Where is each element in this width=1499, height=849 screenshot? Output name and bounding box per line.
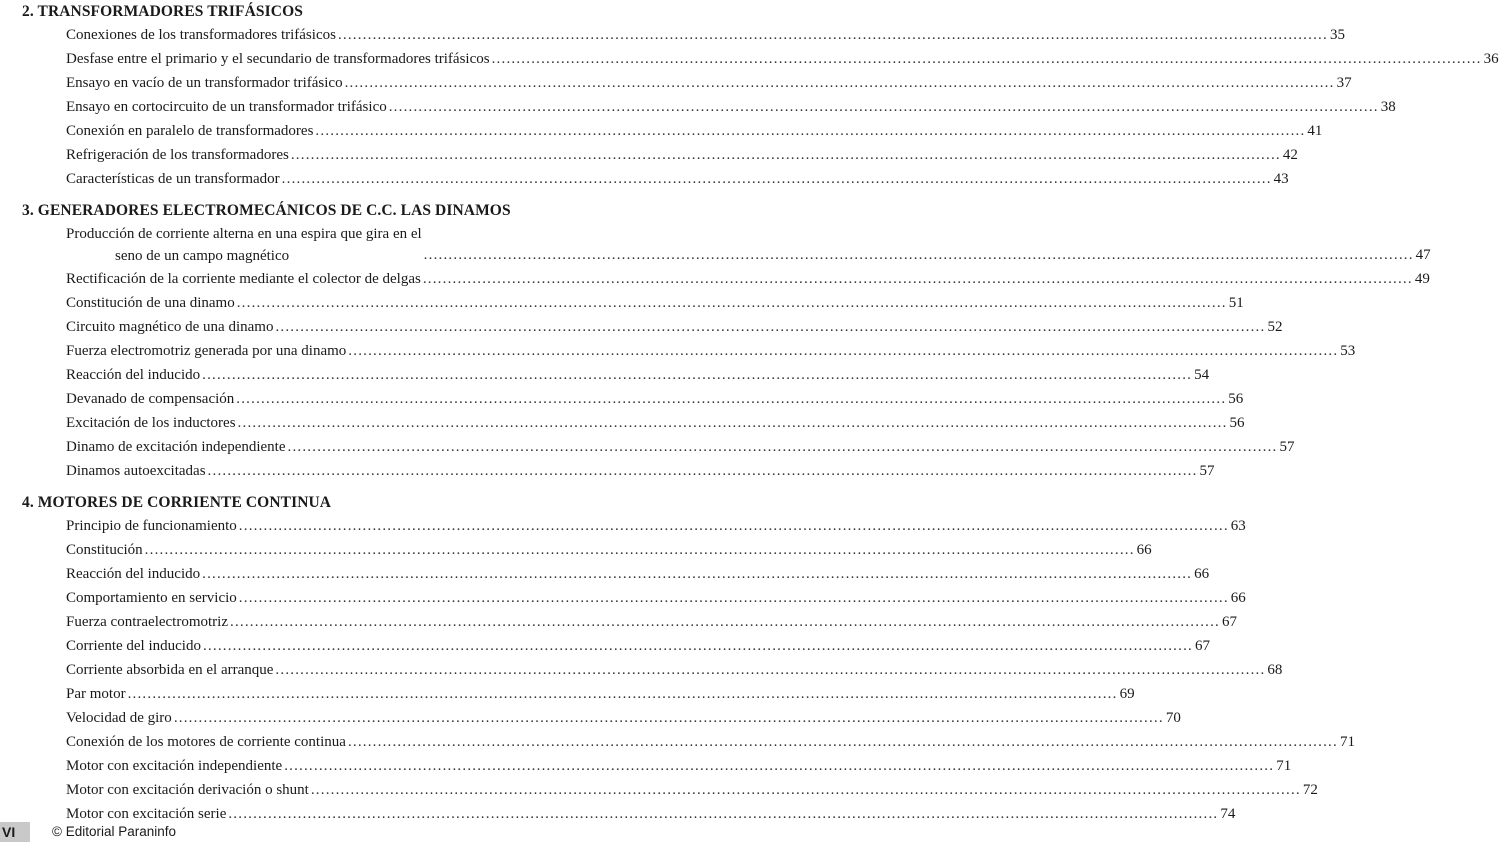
entry-title [66, 411, 236, 435]
entry-title-line: Conexiones de los transformadores trifásicos [66, 27, 336, 43]
entry-title [66, 706, 172, 730]
entry-title-line: Constitución [66, 542, 143, 558]
dot-leader: ........................................................................................................................................................................................................ [207, 463, 1198, 479]
entry-title [66, 435, 286, 459]
dot-leader: ........................................................................................................................................................................................................ [236, 391, 1227, 407]
dot-leader: ........................................................................................................................................................................................................ [238, 590, 1229, 606]
toc-entry[interactable] [66, 143, 1298, 167]
dot-leader: ........................................................................................................................................................................................................ [202, 566, 1193, 582]
toc-entry[interactable] [66, 267, 1430, 291]
entry-page-number: 72 [1302, 782, 1318, 798]
entry-title [66, 387, 234, 411]
entry-title [66, 586, 237, 610]
section-title: 2. TRANSFORMADORES TRIFÁSICOS [22, 3, 303, 20]
entry-title-line: Motor con excitación independiente [66, 758, 283, 774]
dot-leader: ........................................................................................................................................................................................................ [287, 439, 1278, 455]
entry-page-number: 70 [1165, 710, 1181, 726]
entry-title [66, 682, 126, 706]
entry-page-number: 66 [1136, 542, 1152, 558]
entry-page-number: 56 [1229, 415, 1245, 431]
entry-page-number: 69 [1119, 686, 1135, 702]
publisher-credit: © Editorial Paraninfo [52, 824, 177, 839]
entry-title [66, 315, 273, 339]
entry-page-number: 74 [1220, 806, 1236, 822]
entry-page-number: 68 [1267, 662, 1283, 678]
entry-title-line: Corriente del inducido [66, 638, 201, 654]
entry-title-line: Comportamiento en servicio [66, 590, 237, 606]
entry-page-number: 41 [1307, 123, 1323, 139]
toc-section [0, 200, 1431, 483]
toc-entry[interactable] [66, 71, 1352, 95]
entry-title [66, 95, 387, 119]
entry-page-number: 47 [1415, 247, 1431, 263]
toc-entry[interactable] [66, 562, 1210, 586]
toc-entry[interactable] [66, 387, 1244, 411]
toc-entry[interactable] [66, 95, 1396, 119]
dot-leader: ........................................................................................................................................................................................................ [284, 758, 1275, 774]
entry-page-number: 63 [1230, 518, 1246, 534]
table-of-contents [0, 1, 1499, 835]
entry-title [66, 167, 280, 191]
entry-title [66, 730, 346, 754]
entry-title [66, 634, 201, 658]
entry-title-line: Circuito magnético de una dinamo [66, 319, 274, 335]
toc-entry[interactable] [66, 47, 1499, 71]
toc-entry[interactable] [66, 222, 1431, 267]
toc-entry[interactable] [66, 682, 1135, 706]
entry-title-line: Principio de funcionamiento [66, 518, 237, 534]
entry-title [66, 47, 490, 71]
dot-leader: ........................................................................................................................................................................................................ [388, 99, 1379, 115]
toc-entry[interactable] [66, 291, 1244, 315]
toc-entry[interactable] [66, 634, 1210, 658]
dot-leader: ........................................................................................................................................................................................................ [337, 27, 1328, 43]
entry-title-line: Desfase entre el primario y el secundario de transformadores trifásicos [66, 51, 490, 67]
entry-title-line: Constitución de una dinamo [66, 295, 235, 311]
entry-title-line: Motor con excitación serie [66, 806, 227, 822]
entry-title-line: Refrigeración de los transformadores [66, 147, 289, 163]
entry-page-number: 38 [1380, 99, 1396, 115]
entry-title-line: seno de un campo magnético [115, 248, 290, 264]
dot-leader: ........................................................................................................................................................................................................ [275, 662, 1266, 678]
dot-leader: ........................................................................................................................................................................................................ [290, 147, 1281, 163]
entry-title [66, 71, 343, 95]
entry-title [66, 339, 346, 363]
dot-leader: ........................................................................................................................................................................................................ [238, 518, 1229, 534]
entry-title-line: Excitación de los inductores [66, 415, 236, 431]
toc-entry[interactable] [66, 119, 1323, 143]
dot-leader: ........................................................................................................................................................................................................ [144, 542, 1135, 558]
dot-leader: ........................................................................................................................................................................................................ [237, 415, 1228, 431]
entry-title-line: Fuerza electromotriz generada por una dinamo [66, 343, 347, 359]
toc-entry[interactable] [66, 315, 1283, 339]
dot-leader: ........................................................................................................................................................................................................ [315, 123, 1306, 139]
toc-entry[interactable] [66, 706, 1181, 730]
entry-page-number: 71 [1276, 758, 1292, 774]
entry-title [66, 119, 313, 143]
toc-section [0, 1, 1499, 191]
entry-title-line: Dinamos autoexcitadas [66, 463, 206, 479]
dot-leader: ........................................................................................................................................................................................................ [202, 367, 1193, 383]
entry-title-line: Ensayo en vacío de un transformador trifásico [66, 75, 343, 91]
entry-page-number: 67 [1222, 614, 1237, 630]
toc-entry[interactable] [66, 730, 1355, 754]
entry-page-number: 35 [1329, 27, 1345, 43]
dot-leader: ........................................................................................................................................................................................................ [310, 782, 1301, 798]
entry-page-number: 57 [1199, 463, 1215, 479]
section-title: 4. MOTORES DE CORRIENTE CONTINUA [22, 494, 332, 511]
entry-title [66, 291, 235, 315]
entry-page-number: 52 [1267, 319, 1283, 335]
toc-entry[interactable] [66, 778, 1318, 802]
entry-title-line: Dinamo de excitación independiente [66, 439, 286, 455]
entry-title [66, 143, 289, 167]
section-title: 3. GENERADORES ELECTROMECÁNICOS DE C.C. LAS DINAMOS [22, 202, 511, 219]
entry-page-number: 37 [1336, 75, 1352, 91]
entry-title [66, 538, 143, 562]
page-footer [0, 822, 600, 844]
dot-leader: ........................................................................................................................................................................................................ [347, 734, 1338, 750]
entry-title-line: Conexión en paralelo de transformadores [66, 123, 314, 139]
entry-title-line: Corriente absorbida en el arranque [66, 662, 274, 678]
entry-title [66, 610, 228, 634]
entry-title-line: Conexión de los motores de corriente continua [66, 734, 346, 750]
entry-title [66, 267, 421, 291]
toc-entry[interactable] [66, 23, 1345, 47]
entry-title [66, 754, 282, 778]
entry-title [66, 514, 237, 538]
entry-title-line: Fuerza contraelectromotriz [66, 614, 228, 630]
toc-entry[interactable] [66, 610, 1237, 634]
dot-leader: ........................................................................................................................................................................................................ [173, 710, 1164, 726]
toc-entry[interactable] [66, 754, 1292, 778]
entry-title-line: Ensayo en cortocircuito de un transformador trifásico [66, 99, 387, 115]
dot-leader: ........................................................................................................................................................................................................ [422, 271, 1413, 287]
toc-entry[interactable] [66, 586, 1246, 610]
toc-section [0, 492, 1355, 826]
entry-page-number: 51 [1228, 295, 1244, 311]
entry-title-line: Producción de corriente alterna en una espira que gira en el [66, 226, 422, 242]
page-number-folio: VI [0, 822, 30, 842]
entry-title-line: Reacción del inducido [66, 367, 201, 383]
entry-title-line: Devanado de compensación [66, 391, 235, 407]
entry-title [66, 658, 273, 682]
entry-page-number: 66 [1230, 590, 1246, 606]
entry-page-number: 67 [1194, 638, 1210, 654]
entry-title-line: Velocidad de giro [66, 710, 172, 726]
entry-page-number: 56 [1228, 391, 1244, 407]
entry-page-number: 57 [1279, 439, 1295, 455]
entry-title [66, 459, 206, 483]
dot-leader: ........................................................................................................................................................................................................ [228, 806, 1219, 822]
entry-title-line: Par motor [66, 686, 126, 702]
entry-page-number: 36 [1483, 51, 1499, 67]
entry-title-line: Características de un transformador [66, 171, 280, 187]
dot-leader: ........................................................................................................................................................................................................ [348, 343, 1339, 359]
entry-page-number: 42 [1282, 147, 1298, 163]
toc-entry[interactable] [66, 363, 1210, 387]
toc-entry[interactable] [66, 459, 1215, 483]
entry-page-number: 53 [1340, 343, 1356, 359]
dot-leader: ........................................................................................................................................................................................................ [423, 247, 1414, 263]
toc-entry[interactable] [66, 411, 1245, 435]
entry-title [66, 23, 336, 47]
entry-page-number: 49 [1414, 271, 1430, 287]
dot-leader: ........................................................................................................................................................................................................ [230, 614, 1220, 630]
toc-entry[interactable] [66, 514, 1246, 538]
entry-title [66, 778, 309, 802]
entry-title [66, 363, 200, 387]
entry-page-number: 66 [1194, 566, 1210, 582]
dot-leader: ........................................................................................................................................................................................................ [275, 319, 1266, 335]
entry-title-line: Rectificación de la corriente mediante el colector de delgas [66, 271, 421, 287]
dot-leader: ........................................................................................................................................................................................................ [344, 75, 1335, 91]
entry-title [66, 222, 422, 267]
entry-page-number: 43 [1273, 171, 1289, 187]
entry-title-line: Reacción del inducido [66, 566, 201, 582]
toc-entry[interactable] [66, 435, 1295, 459]
toc-entry[interactable] [66, 167, 1289, 191]
entry-title-line: Motor con excitación derivación o shunt [66, 782, 309, 798]
entry-page-number: 71 [1339, 734, 1355, 750]
dot-leader: ........................................................................................................................................................................................................ [236, 295, 1227, 311]
toc-entry[interactable] [66, 538, 1152, 562]
dot-leader: ........................................................................................................................................................................................................ [202, 638, 1193, 654]
toc-entry[interactable] [66, 658, 1283, 682]
toc-entry[interactable] [66, 339, 1356, 363]
dot-leader: ........................................................................................................................................................................................................ [127, 686, 1118, 702]
entry-page-number: 54 [1194, 367, 1210, 383]
dot-leader: ........................................................................................................................................................................................................ [281, 171, 1272, 187]
dot-leader: ........................................................................................................................................................................................................ [491, 51, 1482, 67]
entry-title [66, 562, 200, 586]
